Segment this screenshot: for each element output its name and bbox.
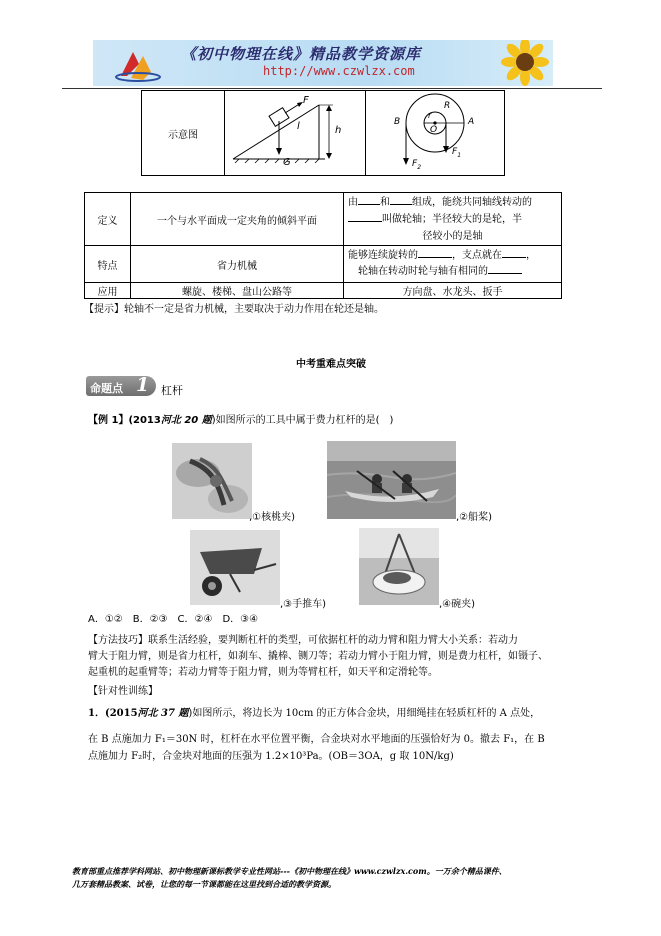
comparison-table: [84, 192, 562, 299]
row-definition-label: 定义: [85, 193, 131, 246]
point-a-label: A: [468, 117, 475, 127]
sunflower-icon: [493, 40, 553, 86]
topic-badge: 命题点 1: [86, 376, 156, 396]
gravity-g-label: G: [283, 157, 291, 168]
wheelbarrow-image: [190, 530, 280, 605]
question-1: 1．(2015河北 37 题)如图所示，将边长为 10cm 的正方体合金块，用细绳挂在轻质杠杆的 A 点处， 在 B 点施加力 F₁＝30N 时，杠杆在水平位置平衡，合金块对水平地面的压强恰好为 0。撤去 F₁，在 B 点施加力 F₂时，合金块对地面的压强为 1.2×10³Pa。(OB＝3OA，g 取 10N/kg): [88, 708, 545, 762]
tip-text: 【提示】轮轴不一定是省力机械，主要取决于动力作用在轮还是轴。: [84, 304, 384, 315]
wheel-definition: 由 和 组成，能绕共同轴线转动的 叫做轮轴；半径较大的是轮，半 径较小的是轴: [344, 193, 562, 246]
section-title: 中考重难点突破: [296, 359, 366, 370]
site-logo-icon: [113, 46, 163, 82]
training-heading: 【针对性训练】: [88, 686, 158, 697]
answer-options: A．①② B．②③ C．②④ D．③④: [88, 614, 259, 625]
banner-url[interactable]: http://www.czwlzx.com: [263, 64, 415, 78]
force-f1-label: $F_1$: [452, 147, 462, 159]
header-rule: [62, 88, 602, 89]
wheel-diagram-cell: [366, 91, 505, 176]
center-o-label: O: [430, 125, 438, 135]
length-l-label: l: [297, 121, 300, 132]
image-caption-3: ,③手推车): [280, 599, 327, 610]
incline-diagram-cell: [225, 91, 366, 176]
image-caption-4: ,④碗夹): [439, 599, 476, 610]
boat-paddle-image: [327, 441, 456, 519]
diagram-row-label: 示意图: [142, 91, 225, 176]
bowl-clamp-image: [359, 528, 439, 605]
force-f-label: F: [303, 95, 309, 106]
wheel-feature: 能够连续旋转的 ，支点就在 ， 轮轴在转动时轮与轴有相同的: [344, 246, 562, 283]
incline-definition: 一个与水平面成一定夹角的倾斜平面: [131, 193, 344, 246]
banner-title: 《初中物理在线》精品教学资源库: [181, 45, 422, 63]
nutcracker-image: [172, 443, 252, 519]
example-question: 【例 1】(2013河北 20 题)如图所示的工具中属于费力杠杆的是( ): [88, 415, 394, 426]
radius-r-label: R: [444, 101, 451, 111]
topic-title: 杠杆: [161, 384, 183, 397]
radius-r-small-label: r: [428, 111, 432, 120]
image-caption-2: ,②船桨): [456, 512, 493, 523]
header-banner: [93, 40, 553, 86]
wheel-application: 方向盘、水龙头、扳手: [344, 283, 562, 299]
row-feature-label: 特点: [85, 246, 131, 283]
incline-diagram: [225, 91, 365, 175]
image-caption-1: ,①核桃夹): [249, 512, 296, 523]
method-tip: 【方法技巧】联系生活经验，要判断杠杆的类型，可依据杠杆的动力臂和阻力臂大小关系：若动力 臂大于阻力臂，则是省力杠杆，如刹车、撬棒、铡刀等；若动力臂小于阻力臂，则是费力杠杆，如镊子、 起重机的起重臂等；若动力臂等于阻力臂，则为等臂杠杆，如天平和定滑轮等。: [88, 635, 548, 678]
diagram-table: [141, 90, 505, 176]
height-h-label: h: [335, 125, 342, 136]
force-f2-label: $F_2$: [412, 159, 422, 171]
incline-application: 螺旋、楼梯、盘山公路等: [131, 283, 344, 299]
page-footer: 教育部重点推荐学科网站、初中物理新课标教学专业性网站---《初中物理在线》www.czwlzx.com。一万余个精品课件、 几万套精品教案、试卷，让您的每一节课都能在这里找到合适的教学资源。: [72, 866, 507, 889]
row-application-label: 应用: [85, 283, 131, 299]
incline-feature: 省力机械: [131, 246, 344, 283]
point-b-label: B: [394, 117, 401, 127]
